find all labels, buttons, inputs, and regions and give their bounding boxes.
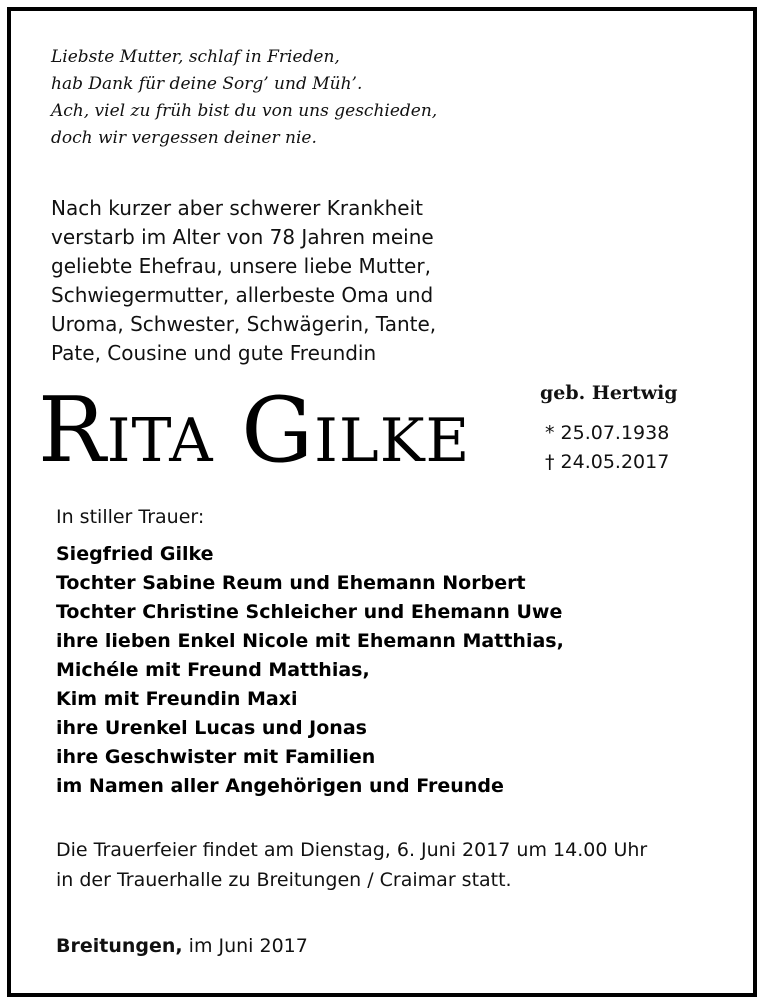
mourner-line: Kim mit Freundin Maxi xyxy=(56,688,298,710)
poem-line: hab Dank für deine Sorg’ und Müh’. xyxy=(51,74,363,94)
name-rest: ILKE xyxy=(314,406,471,476)
birth-date: * 25.07.1938 xyxy=(545,422,670,444)
intro-line: Schwiegermutter, allerbeste Oma und xyxy=(51,283,434,307)
poem xyxy=(51,44,437,152)
ceremony-line: Die Trauerfeier findet am Dienstag, 6. Juni 2017 um 14.00 Uhr xyxy=(56,839,648,861)
place-town: Breitungen, xyxy=(56,935,183,957)
intro-line: Nach kurzer aber schwerer Krankheit xyxy=(51,196,423,220)
mourner-line: ihre Urenkel Lucas und Jonas xyxy=(56,717,367,739)
mourner-line: Tochter Christine Schleicher und Ehemann Uwe xyxy=(56,601,563,623)
mourner-line: Michéle mit Freund Matthias, xyxy=(56,659,370,681)
poem-line: Ach, viel zu früh bist du von uns geschieden, xyxy=(51,101,438,121)
intro-line: geliebte Ehefrau, unsere liebe Mutter, xyxy=(51,254,431,278)
place-and-date xyxy=(56,935,308,957)
mourner-line: ihre Geschwister mit Familien xyxy=(56,746,376,768)
poem-line: doch wir vergessen deiner nie. xyxy=(51,128,317,148)
mourner-line: im Namen aller Angehörigen und Freunde xyxy=(56,775,504,797)
deceased-name xyxy=(38,378,471,486)
mourners-list xyxy=(56,540,564,801)
intro-line: Uroma, Schwester, Schwägerin, Tante, xyxy=(51,312,437,336)
death-date: † 24.05.2017 xyxy=(545,451,670,473)
intro-line: Pate, Cousine und gute Freundin xyxy=(51,341,377,365)
ceremony-line: in der Trauerhalle zu Breitungen / Craimar statt. xyxy=(56,869,512,891)
mourner-line: ihre lieben Enkel Nicole mit Ehemann Matthias, xyxy=(56,630,564,652)
name-rest: ITA xyxy=(106,406,214,476)
mourners-heading: In stiller Trauer: xyxy=(56,506,205,528)
mourner-line: Siegfried Gilke xyxy=(56,543,214,565)
portrait-photo xyxy=(488,58,733,368)
mourner-line: Tochter Sabine Reum und Ehemann Norbert xyxy=(56,572,526,594)
maiden-name: geb. Hertwig xyxy=(540,382,678,404)
place-date: im Juni 2017 xyxy=(182,935,308,957)
life-dates xyxy=(545,419,669,477)
name-initial: G xyxy=(241,378,315,483)
poem-line: Liebste Mutter, schlaf in Frieden, xyxy=(51,47,340,67)
name-initial: R xyxy=(38,378,107,483)
ceremony-info xyxy=(56,835,647,895)
intro-text xyxy=(51,194,491,368)
intro-line: verstarb im Alter von 78 Jahren meine xyxy=(51,225,434,249)
